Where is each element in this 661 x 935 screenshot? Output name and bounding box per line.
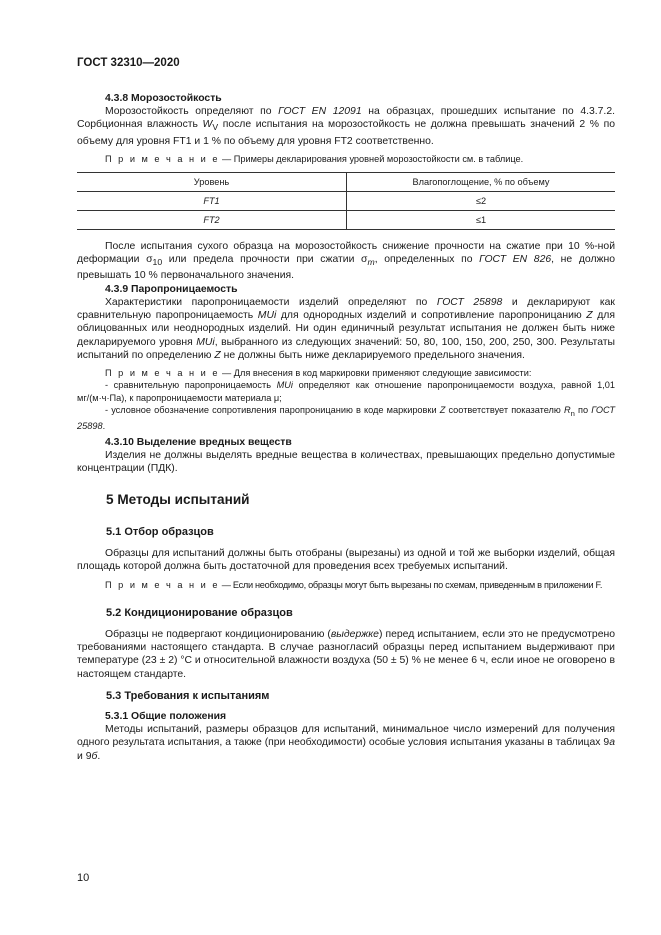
table-cell-level: FT2 bbox=[77, 211, 347, 230]
standard-header: ГОСТ 32310—2020 bbox=[77, 57, 180, 69]
table-row bbox=[77, 211, 615, 230]
table-header-cell: Влагопоглощение, % по объему bbox=[347, 173, 616, 192]
section-5-2 bbox=[77, 628, 615, 681]
section-5-title: 5 Методы испытаний bbox=[106, 492, 250, 507]
section-4-3-9 bbox=[77, 240, 615, 433]
table-cell-value: ≤1 bbox=[347, 211, 616, 230]
section-5-1-note: П р и м е ч а н и е — Если необходимо, образцы могут быть вырезаны по схемам, приведенным в приложении F. bbox=[105, 580, 603, 591]
section-5-3-title: 5.3 Требования к испытаниям bbox=[106, 690, 270, 702]
section-4-3-10-paragraph: Изделия не должны выделять вредные вещества в количествах, превышающих предельно допустимые концентрации (ПДК). bbox=[77, 450, 615, 475]
after-table-paragraph: После испытания сухого образца на морозостойкость снижение прочности на сжатие при 10 %-ной деформации $\sigma_{10}$ или предела прочности при сжатии $\sigma_m$, определенных по ГОСТ EN 826, не должно превышать 10 % первоначального значения. bbox=[77, 241, 615, 282]
section-5-3-1-paragraph: Методы испытаний, размеры образцов для испытаний, минимальное число измерений для получения одного результата испытания, а также (при необходимости) особые условия испытания указаны в таблицах 9а и 9б. bbox=[77, 724, 615, 762]
section-5-3-1 bbox=[77, 710, 615, 763]
section-4-3-8-title: 4.3.8 Морозостойкость bbox=[105, 93, 222, 104]
section-5-2-title: 5.2 Кондиционирование образцов bbox=[106, 607, 293, 619]
section-4-3-10 bbox=[77, 436, 615, 476]
table-cell-value: ≤2 bbox=[347, 192, 616, 211]
section-4-3-8 bbox=[77, 92, 615, 165]
frost-resistance-table bbox=[77, 172, 615, 230]
section-5-1-paragraph: Образцы для испытаний должны быть отобраны (вырезаны) из одной и той же выборки изделий, общая площадь которой должна быть достаточной для проведения всех требуемых испытаний. bbox=[77, 548, 615, 573]
section-4-3-9-paragraph: Характеристики паропроницаемости изделий определяют по ГОСТ 25898 и декларируют как сравнительную паропроницаемость MUi для однородных изделий и сопротивление паропроницанию Z для облицованных или неоднородных изделий. Ни один единичный результат испытания не должен быть ниже декларируемого уровня MUi, выбранного из следующих значений: 50, 80, 100, 150, 200, 250, 300. Результаты испытаний по определению Z не должны быть ниже декларируемого предельного значения. bbox=[77, 296, 615, 361]
section-4-3-10-title: 4.3.10 Выделение вредных веществ bbox=[105, 437, 292, 448]
section-4-3-9-note: П р и м е ч а н и е — Для внесения в код маркировки применяют следующие зависимости: bbox=[105, 367, 532, 378]
table-header-row bbox=[77, 173, 615, 192]
section-5-1-title: 5.1 Отбор образцов bbox=[106, 526, 214, 538]
table-header-cell: Уровень bbox=[77, 173, 347, 192]
reference-link: ГОСТ EN 826 bbox=[479, 254, 552, 266]
note-bullet-1: - сравнительную паропроницаемость MUi определяют как отношение паропроницаемости воздуха, равной 1,01 мг/(м·ч·Па), к паропроницаемости материала μ; bbox=[77, 380, 616, 403]
table-row bbox=[77, 192, 615, 211]
section-4-3-9-title: 4.3.9 Паропроницаемость bbox=[105, 283, 238, 295]
section-5-2-paragraph: Образцы не подвергают кондиционированию (выдержке) перед испытанием, если это не предусмотрено требованиями настоящего стандарта. В случае разногласий образцы перед испытанием выдерживают при температуре (23 ± 2) °С и относительной влажности воздуха (50 ± 5) % не менее 6 ч, если иное не оговорено в настоящем стандарте. bbox=[77, 629, 615, 680]
section-4-3-8-note: П р и м е ч а н и е — Примеры декларирования уровней морозостойкости см. в таблице. bbox=[105, 153, 524, 164]
section-5-3-1-title: 5.3.1 Общие положения bbox=[105, 711, 227, 722]
section-4-3-8-paragraph: Морозостойкость определяют по ГОСТ EN 12091 на образцах, прошедших испытание по 4.3.7.2. Сорбционная влажность $W_V$ после испытания на морозостойкость не должна превышать значений 2 % по объему для уровня FT1 и 1 % по объему для уровня FT2 соответственно. bbox=[77, 106, 615, 147]
reference-link: ГОСТ EN 12091 bbox=[278, 106, 362, 118]
page-number: 10 bbox=[77, 872, 90, 884]
note-bullet-2: - условное обозначение сопротивления паропроницанию в коде маркировки Z соответствует показателю $R_n$ по ГОСТ 25898. bbox=[77, 405, 615, 432]
table-cell-level: FT1 bbox=[77, 192, 347, 211]
section-5-1 bbox=[77, 547, 615, 592]
